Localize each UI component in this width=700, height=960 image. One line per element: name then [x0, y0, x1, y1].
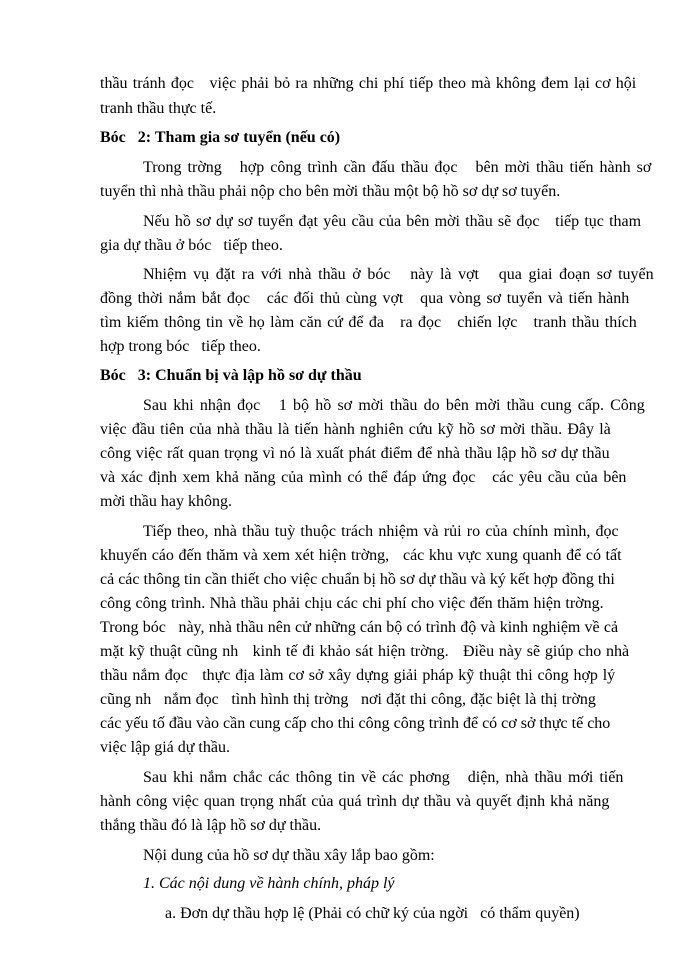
list-item-a: a. Đơn dự thầu hợp lệ (Phải có chữ ký của ngời có thẩm quyền): [165, 905, 580, 922]
paragraph-line: tranh thầu thực tế.: [100, 100, 217, 117]
section-heading-step-2: Bóc 2: Tham gia sơ tuyển (nếu có): [100, 129, 341, 146]
paragraph-line: các yếu tố đầu vào cần cung cấp cho thi công công trình để có cơ sở thực tế cho: [100, 715, 611, 732]
paragraph-line: đồng thời nắm bắt đọc các đối thủ cùng vợt qua vòng sơ tuyển và tiến hành: [100, 290, 630, 307]
paragraph-line: cả các thông tin cần thiết cho việc chuẩn bị hồ sơ dự thầu và ký kết hợp đồng thi: [100, 571, 615, 588]
paragraph-line: Trong trờng hợp công trình cần đấu thầu đọc bên mời thầu tiến hành sơ: [143, 159, 652, 176]
paragraph-line: Trong bóc này, nhà thầu nên cử những cán bộ có trình độ và kinh nghiệm về cả: [100, 619, 619, 636]
paragraph-line: việc lập giá dự thầu.: [100, 739, 230, 756]
section-heading-step-3: Bóc 3: Chuẩn bị và lập hồ sơ dự thầu: [100, 367, 362, 384]
paragraph-line: công việc rất quan trọng vì nó là xuất phát điểm để nhà thầu lập hồ sơ dự thầu: [100, 445, 610, 462]
paragraph-line: gia dự thầu ở bóc tiếp theo.: [100, 237, 283, 254]
paragraph-line: thầu tránh đọc việc phải bỏ ra những chi phí tiếp theo mà không đem lại cơ hội: [100, 75, 637, 92]
paragraph-line: và xác định xem khả năng của mình có thể đáp ứng đọc các yêu cầu của bên: [100, 469, 627, 486]
paragraph-line: hành công việc quan trọng nhất của quá trình dự thầu và quyết định khả năng: [100, 793, 610, 810]
paragraph-line: Sau khi nhận đọc 1 bộ hồ sơ mời thầu do bên mời thầu cung cấp. Công: [143, 397, 645, 414]
paragraph-line: Tiếp theo, nhà thầu tuỳ thuộc trách nhiệm và rủi ro của chính mình, đọc: [143, 523, 619, 540]
paragraph-line: khuyến cáo đến thăm và xem xét hiện trờng, các khu vực xung quanh để có tất: [100, 547, 622, 564]
paragraph-line: cũng nh nắm đọc tình hình thị trờng nơi đặt thi công, đặc biệt là thị trờng: [100, 691, 596, 708]
paragraph-line: thầu nắm đọc thực địa làm cơ sở xây dựng giải pháp kỹ thuật thi công hợp lý: [100, 667, 616, 684]
paragraph-line: việc đầu tiên của nhà thầu là tiến hành nghiên cứu kỹ hồ sơ mời thầu. Đây là: [100, 421, 611, 438]
paragraph-line: Sau khi nắm chắc các thông tin về các phơng diện, nhà thầu mới tiến: [143, 769, 624, 786]
paragraph-line: Nhiệm vụ đặt ra với nhà thầu ở bóc này là vợt qua giai đoạn sơ tuyển: [143, 266, 654, 283]
paragraph-line: Nội dung của hồ sơ dự thầu xây lắp bao gồm:: [143, 847, 435, 864]
paragraph-line: hợp trong bóc tiếp theo.: [100, 338, 261, 355]
paragraph-line: Nếu hồ sơ dự sơ tuyển đạt yêu cầu của bên mời thầu sẽ đọc tiếp tục tham: [143, 213, 642, 230]
paragraph-line: mời thầu hay không.: [100, 493, 232, 510]
paragraph-line: tuyển thì nhà thầu phải nộp cho bên mời thầu một bộ hồ sơ dự sơ tuyển.: [100, 183, 561, 200]
paragraph-line: thắng thầu đó là lập hồ sơ dự thầu.: [100, 817, 322, 834]
paragraph-line: tìm kiếm thông tin về họ làm căn cứ để đa ra đọc chiến lợc tranh thầu thích: [100, 314, 637, 331]
paragraph-line: công công trình. Nhà thầu phải chịu các chi phí cho việc đến thăm hiện trờng.: [100, 595, 604, 612]
paragraph-line: mặt kỹ thuật cũng nh kinh tế đi khảo sát hiện trờng. Điều này sẽ giúp cho nhà: [100, 643, 630, 660]
list-heading-administrative-legal: 1. Các nội dung về hành chính, pháp lý: [143, 875, 395, 892]
